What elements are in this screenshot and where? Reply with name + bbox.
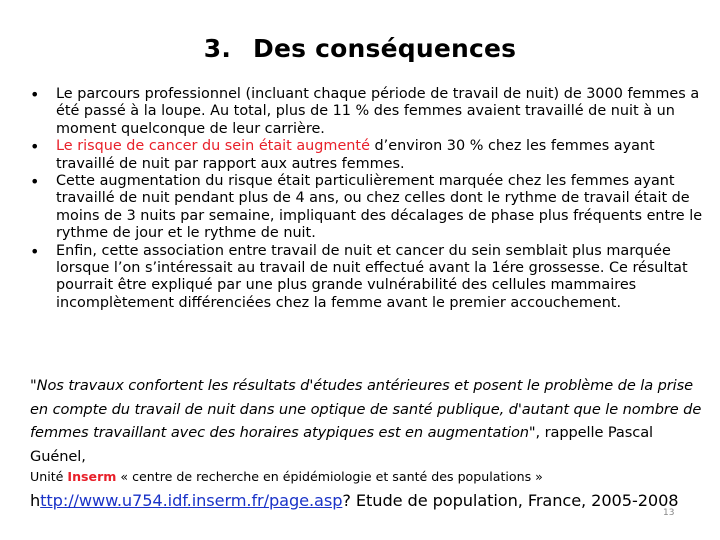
bullet-text: Cette augmentation du risque était particulièrement marquée chez les femmes ayant travaillé de nuit pendant plus de 4 ans, ou chez celles dont le rythme de travail était de moins de 3 nuits par semaine, impliquant des décalages de phase plus fréquents entre le rythme de jour et le rythme de nuit. [56, 173, 703, 242]
bullet-item-1 [30, 86, 705, 138]
bullet-list [30, 86, 705, 312]
inserm-label: Inserm [67, 469, 117, 484]
source-link[interactable]: ttp://www.u754.idf.inserm.fr/page.asp [40, 491, 343, 510]
unit-prefix: Unité [30, 469, 68, 484]
source-description: ? Etude de population, France, 2005-2008 [342, 491, 679, 510]
quote-italic-text: Nos travaux confortent les résultats d'études antérieures et posent le problème de la prise en compte du travail de nuit dans une optique de santé publique, d'autant que le nombre de femmes travaillant avec des horaires atypiques est en augmentation [30, 377, 702, 441]
quote-attribution: ", rappelle Pascal Guénel, [30, 424, 653, 465]
page-number: 13 [663, 508, 675, 518]
bullet-text: Enfin, cette association entre travail de nuit et cancer du sein semblait plus marquée lorsque l’on s’intéressait au travail de nuit effectué avant la 1ére grossesse. Ce résultat pourrait être expliqué par une plus grande vulnérabilité des cellules mammaires incomplètement différenciées chez la femme avant le premier accouchement. [56, 242, 688, 311]
title-text: Des conséquences [253, 34, 517, 63]
quote-paragraph [30, 374, 710, 468]
url-first-letter: h [30, 491, 41, 510]
bullet-text: Le parcours professionnel (incluant chaque période de travail de nuit) de 3000 femmes a été passé à la loupe. Au total, plus de 11 % des femmes avaient travaillé de nuit à un moment quelconque de leur carrière. [56, 86, 700, 137]
highlighted-text: Le risque de cancer du sein était augmenté [56, 138, 370, 155]
unit-description: « centre de recherche en épidémiologie et santé des populations » [116, 469, 543, 484]
bullet-item-3 [30, 173, 705, 243]
slide-title [0, 34, 720, 63]
unit-line [30, 469, 710, 484]
bullet-item-4 [30, 243, 705, 313]
quote-open-mark: " [30, 377, 37, 394]
source-line [30, 491, 720, 510]
bullet-item-2 [30, 138, 705, 173]
title-number: 3. [203, 34, 232, 63]
bullet-text: d’environ 30 % chez les femmes ayant travaillé de nuit par rapport aux autres femmes. [56, 138, 655, 172]
